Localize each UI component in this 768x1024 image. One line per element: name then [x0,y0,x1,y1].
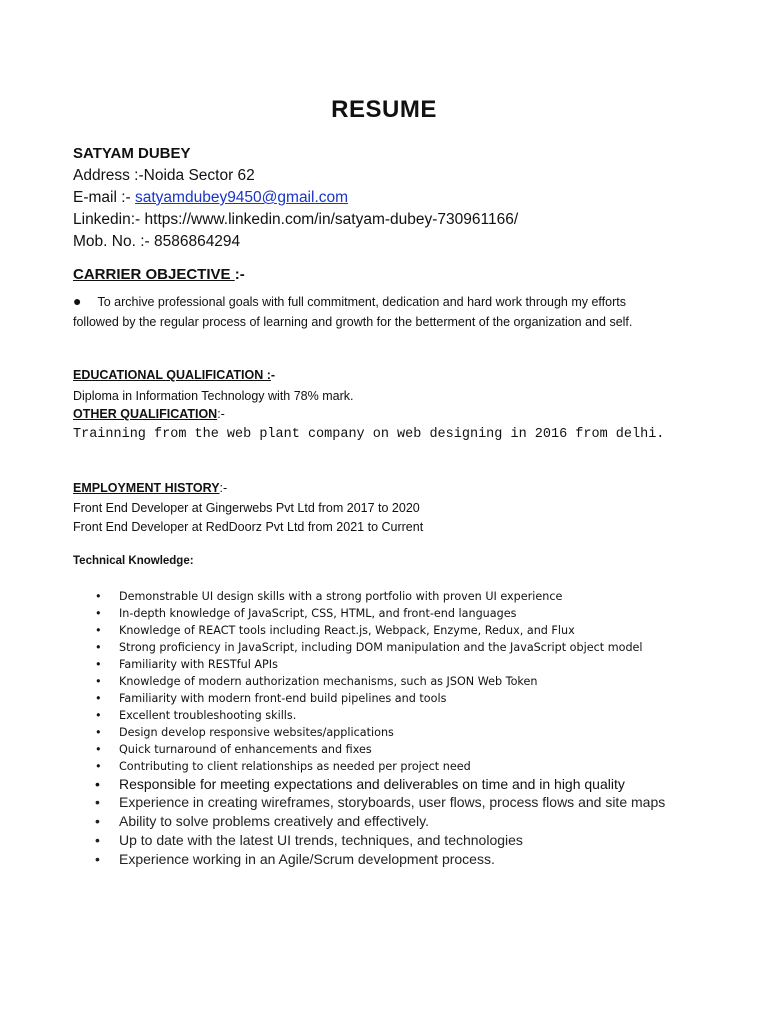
resume-title: RESUME [331,96,437,123]
bullet-icon: • [95,675,102,688]
skill-text: Design develop responsive websites/applications [119,726,394,739]
skill-item [73,588,683,605]
skill-item [73,605,683,622]
other-qualification-heading-text: OTHER QUALIFICATION [73,407,218,421]
skill-text: Up to date with the latest UI trends, techniques, and technologies [119,831,523,848]
skill-text: Ability to solve problems creatively and effectively. [119,812,429,829]
skill-item [73,813,683,830]
skill-item [73,656,683,673]
education-heading [73,368,275,382]
employment-job-1: Front End Developer at Gingerwebs Pvt Ltd from 2017 to 2020 [73,501,420,515]
mobile-number: 8586864294 [153,233,241,250]
skill-text: Knowledge of REACT tools including React.js, Webpack, Enzyme, Redux, and Flux [119,624,575,637]
bullet-icon: • [95,831,100,848]
linkedin-line [73,209,518,231]
skill-item [73,707,683,724]
skill-item [73,851,683,868]
objective-heading [73,266,245,283]
skill-text: Familiarity with RESTful APIs [119,658,278,671]
address-label: Address :- [73,167,144,184]
objective-heading-text: CARRIER OBJECTIVE [73,266,235,283]
bullet-icon: • [95,590,102,603]
employment-job-2: Front End Developer at RedDoorz Pvt Ltd from 2021 to Current [73,520,424,534]
skill-text: Familiarity with modern front-end build pipelines and tools [119,692,447,705]
candidate-name: SATYAM DUBEY [73,145,191,162]
skill-item [73,775,683,794]
bullet-icon: • [95,793,100,810]
education-heading-text: EDUCATIONAL QUALIFICATION : [73,368,271,382]
bullet-icon: • [95,743,102,756]
address-line [73,165,518,187]
email-label: E-mail :- [73,189,135,206]
email-link[interactable]: satyamdubey9450@gmail.com [135,189,349,206]
skill-item [73,639,683,656]
mobile-line [73,231,518,253]
education-heading-suffix: - [270,368,276,382]
bullet-icon: • [95,658,102,671]
skill-item [73,794,683,811]
employment-heading-text: EMPLOYMENT HISTORY [73,481,220,495]
bullet-icon: • [95,607,102,620]
objective-paragraph [73,292,673,332]
skill-text: Experience in creating wireframes, storyboards, user flows, process flows and site maps [119,793,666,810]
linkedin-url: https://www.linkedin.com/in/satyam-dubey-730961166/ [144,211,519,228]
linkedin-label: Linkedin:- [73,211,145,228]
objective-text: To archive professional goals with full commitment, dedication and hard work through my efforts followed by the regular process of learning and growth for the betterment of the organization and self. [73,295,633,329]
skill-item [73,690,683,707]
other-qualification-heading [73,407,225,421]
bullet-icon: ● [73,293,82,309]
contact-block [73,143,518,253]
address-city: Noida [143,167,185,184]
skill-text: Demonstrable UI design skills with a strong portfolio with proven UI experience [119,590,563,603]
bullet-icon: • [95,812,100,829]
employment-heading-suffix: :- [219,481,228,495]
bullet-icon: • [95,760,102,773]
skill-text: Knowledge of modern authorization mechanisms, such as JSON Web Token [119,675,538,688]
skill-item [73,673,683,690]
technical-skills-list [73,588,683,868]
other-qualification-text: Trainning from the web plant company on web designing in 2016 from delhi. [73,427,665,442]
employment-heading [73,481,227,495]
skill-text: Quick turnaround of enhancements and fixes [119,743,372,756]
bullet-icon: • [95,624,102,637]
technical-heading: Technical Knowledge: [73,555,194,567]
bullet-icon: • [95,692,102,705]
skill-item [73,758,683,775]
objective-heading-suffix: :- [234,266,245,283]
skill-text: Excellent troubleshooting skills. [119,709,297,722]
email-line [73,187,518,209]
other-qualification-heading-suffix: :- [217,407,225,421]
bullet-icon: • [95,709,102,722]
skill-text: Strong proficiency in JavaScript, including DOM manipulation and the JavaScript object model [119,641,643,654]
skill-item [73,832,683,849]
skill-text: Contributing to client relationships as needed per project need [119,760,471,773]
skill-text: Responsible for meeting expectations and deliverables on time and in high quality [119,776,625,792]
skill-text: Experience working in an Agile/Scrum development process. [119,850,495,867]
skill-item [73,741,683,758]
skill-item [73,622,683,639]
bullet-icon: • [95,850,100,867]
skill-item [73,724,683,741]
skill-text: In-depth knowledge of JavaScript, CSS, HTML, and front-end languages [119,607,517,620]
bullet-icon: • [95,726,102,739]
address-rest: Sector 62 [184,167,255,184]
mobile-label: Mob. No. :- [73,233,154,250]
education-text: Diploma in Information Technology with 78% mark. [73,389,354,403]
bullet-icon: • [95,776,100,792]
bullet-icon: • [95,641,102,654]
